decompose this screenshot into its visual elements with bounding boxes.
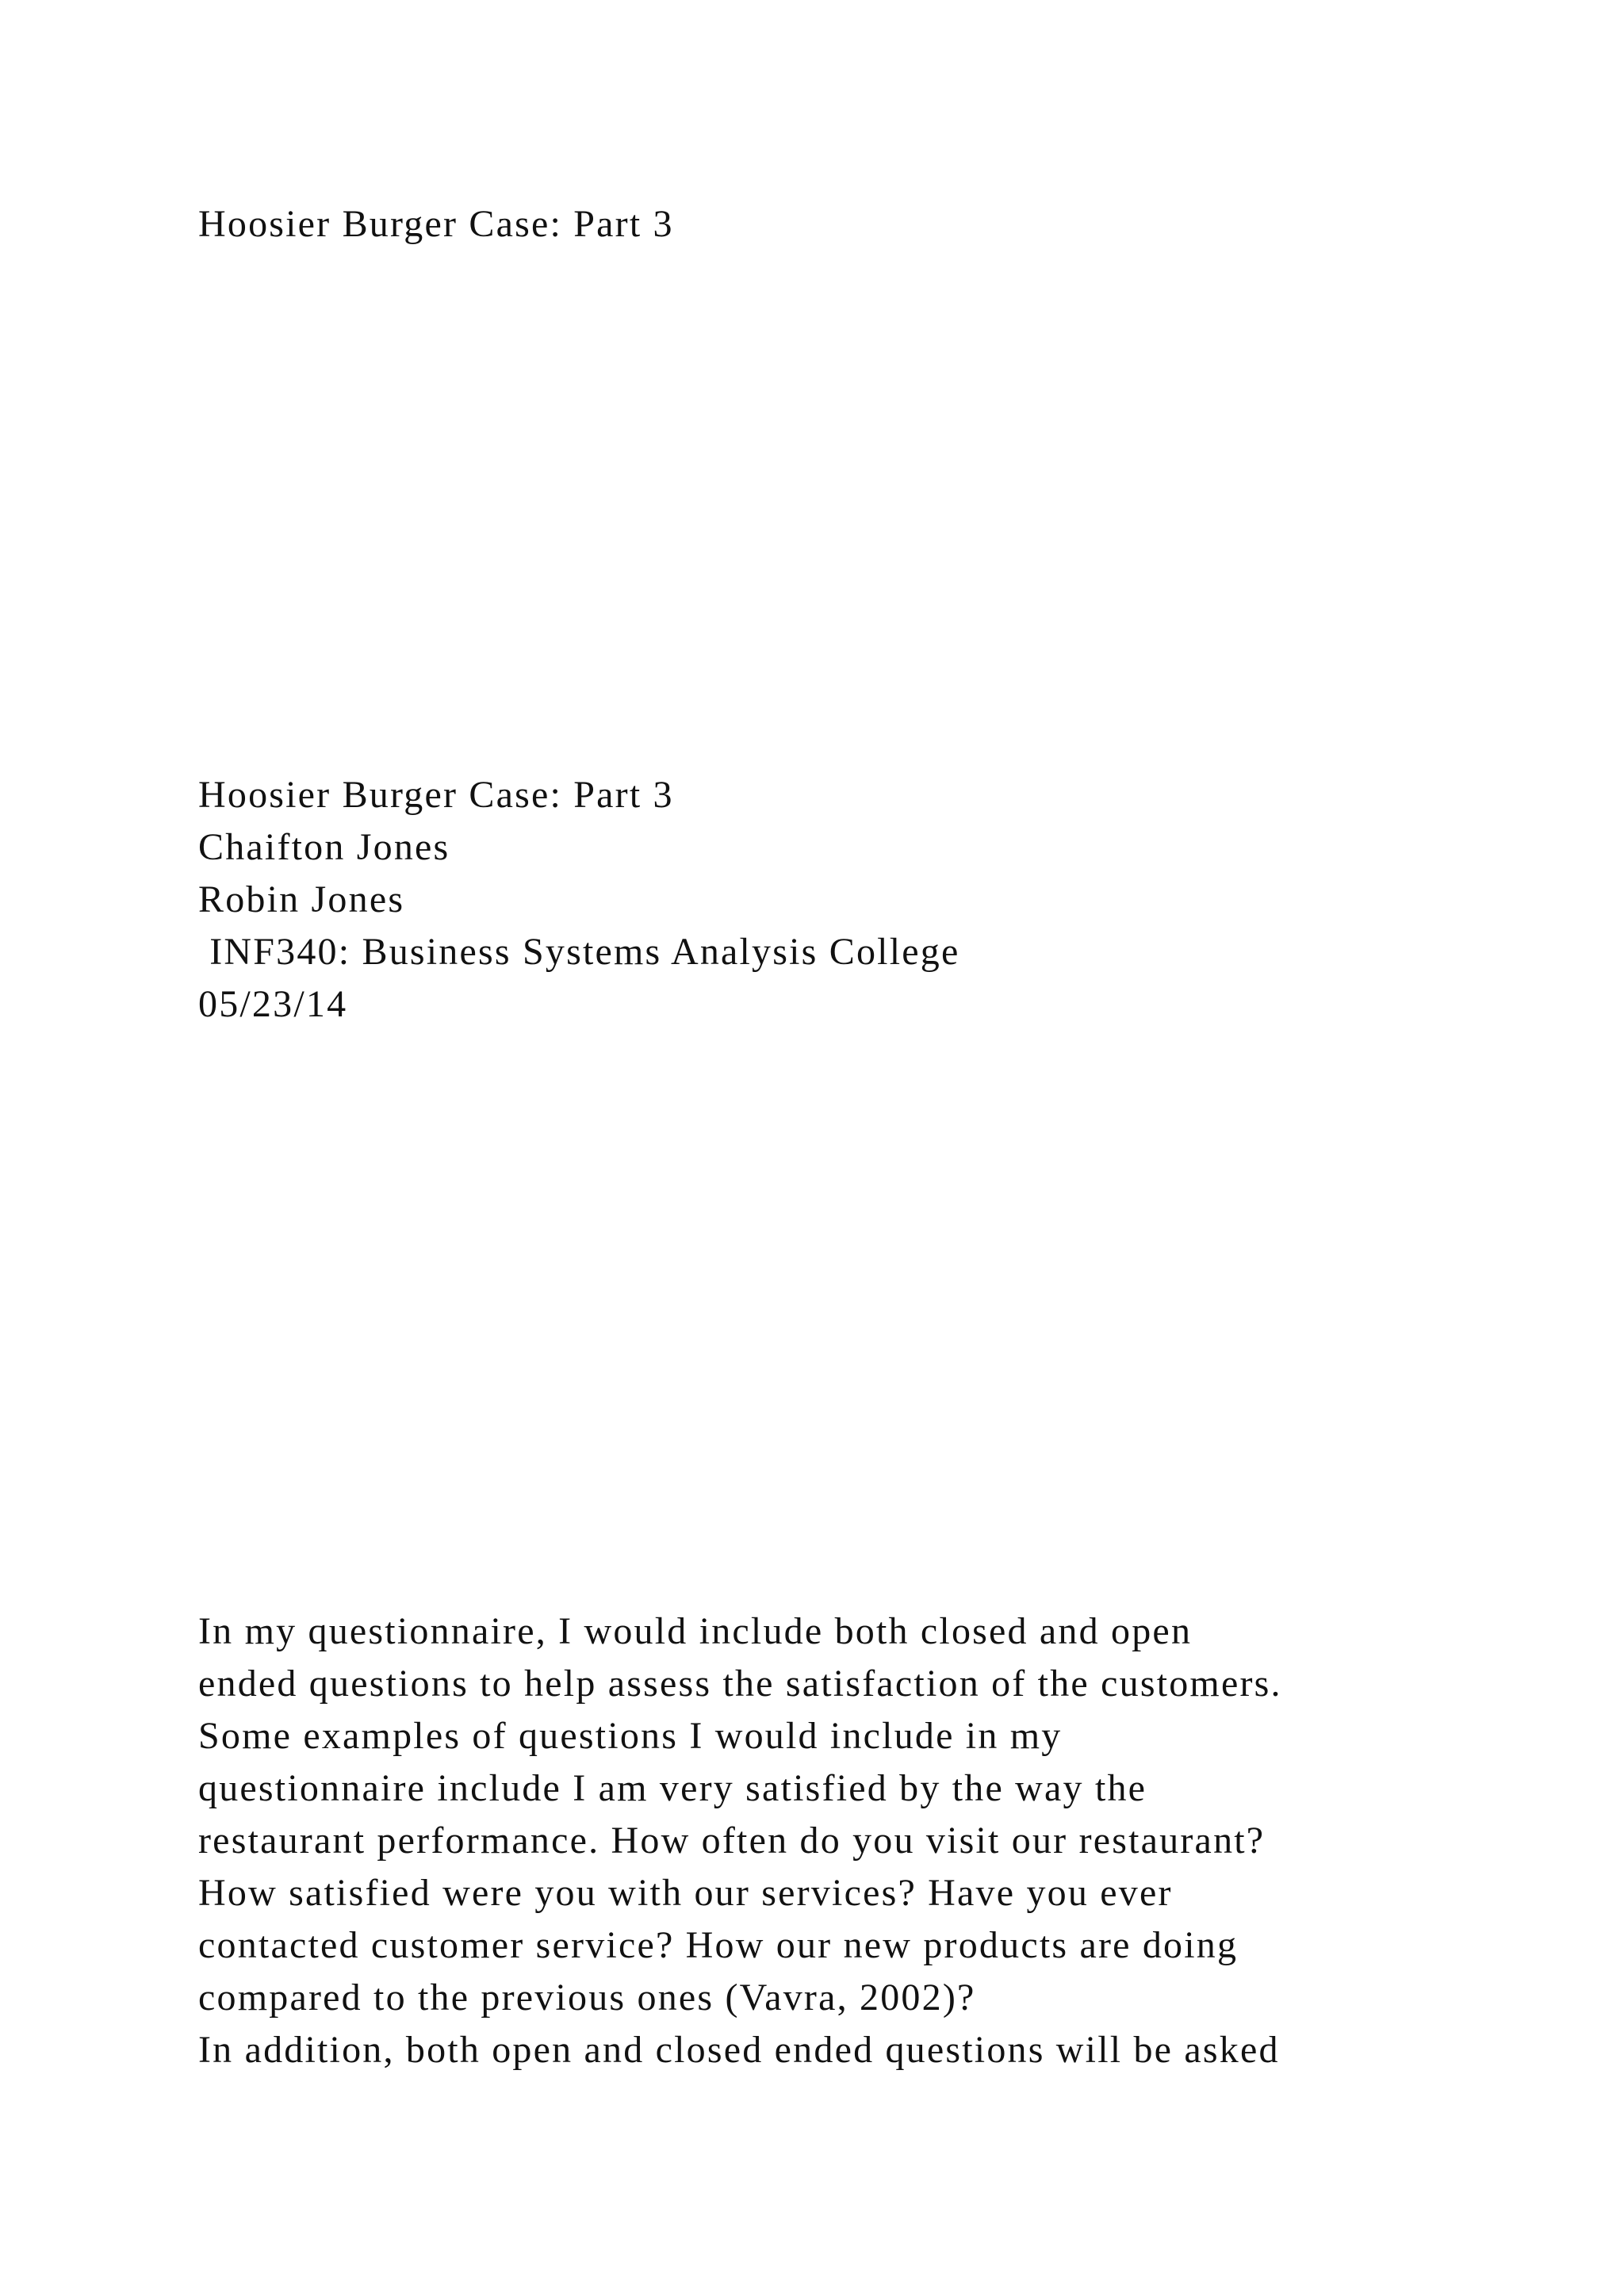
body-line: How satisfied were you with our services? Have you ever [198, 1872, 1173, 1914]
body-line: restaurant performance. How often do you visit our restaurant? [198, 1820, 1266, 1862]
submission-date: 05/23/14 [198, 983, 348, 1025]
body-text [198, 1605, 1483, 2076]
header-section [198, 198, 1483, 251]
body-line: compared to the previous ones (Vavra, 2002)? [198, 1976, 976, 2019]
body-line: contacted customer service? How our new products are doing [198, 1924, 1239, 1966]
body-line: In my questionnaire, I would include both closed and open [198, 1610, 1193, 1652]
running-title: Hoosier Burger Case: Part 3 [198, 203, 674, 245]
body-line: In addition, both open and closed ended questions will be asked [198, 2029, 1280, 2071]
title-page-section [198, 769, 1483, 1031]
course-name: INF340: Business Systems Analysis College [198, 931, 960, 973]
author-name: Chaifton Jones [198, 826, 450, 868]
body-line: Some examples of questions I would include in my [198, 1715, 1063, 1757]
author-name: Robin Jones [198, 878, 405, 920]
body-line: ended questions to help assess the satisfaction of the customers. [198, 1663, 1282, 1705]
body-line: questionnaire include I am very satisfied by the way the [198, 1767, 1147, 1809]
paper-title: Hoosier Burger Case: Part 3 [198, 774, 674, 816]
